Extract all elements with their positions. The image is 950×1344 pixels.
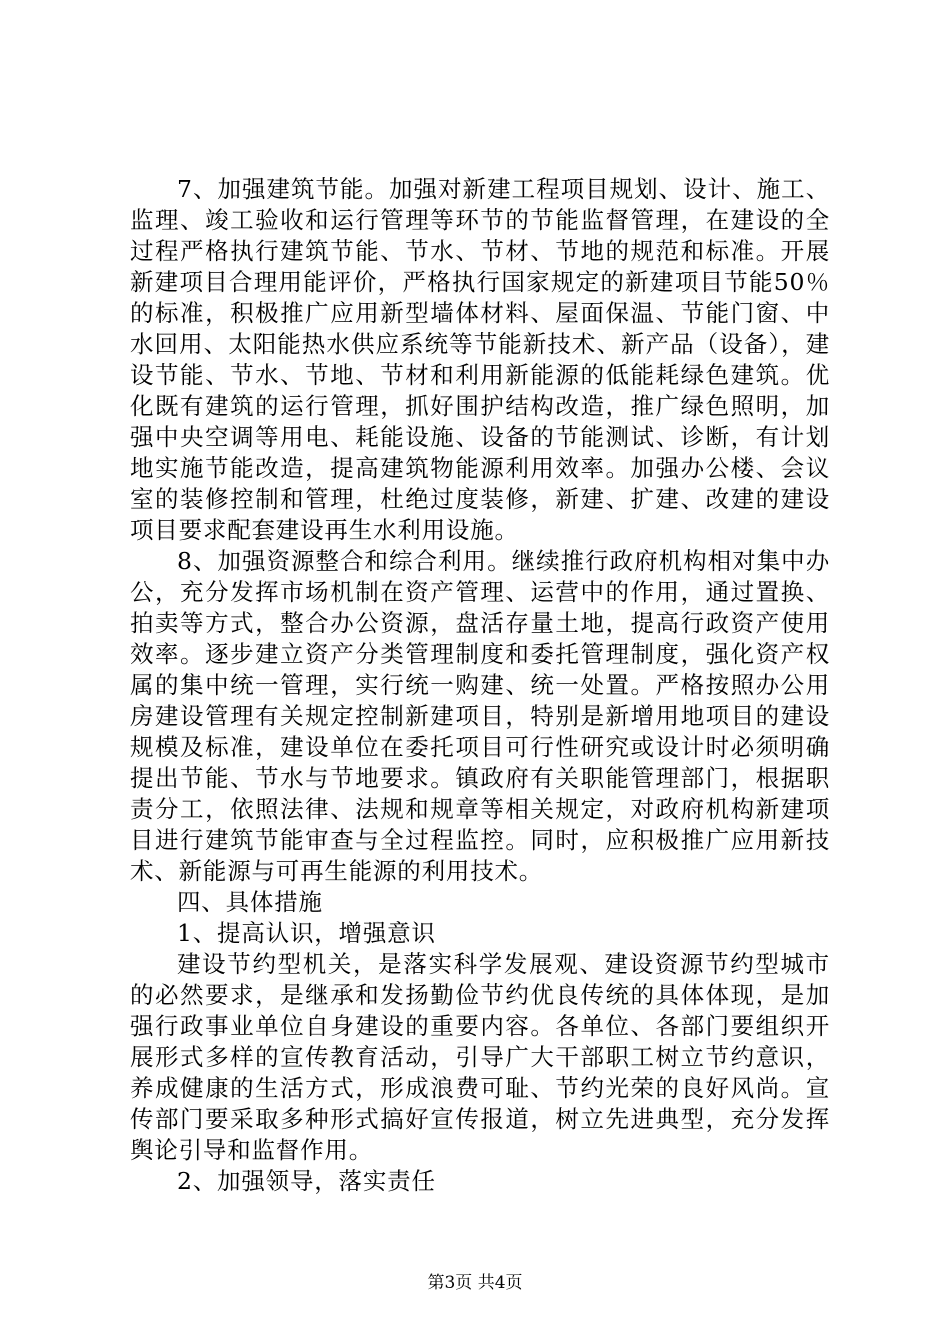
section-heading-measures: 四、具体措施 [177, 888, 323, 916]
page-number-footer: 第3页 共4页 [427, 1273, 523, 1293]
subheading-1-awareness: 1、提高认识，增强意识 [177, 919, 436, 947]
paragraph-awareness-body: 建设节约型机关，是落实科学发展观、建设资源节约型城市的必然要求，是继承和发扬勤俭节约优良传统的具体体现，是加强行政事业单位自身建设的重要内容。各单位、各部门要组织开展形式多样的宣传教育活动，引导广大干部职工树立节约意识，养成健康的生活方式，形成浪费可耻、节约光荣的良好风尚。宣传部门要采取多种形式搞好宣传报道，树立先进典型，充分发挥舆论引导和监督作用。 [130, 950, 830, 1164]
document-body [130, 174, 830, 1197]
paragraph-7-building-energy: 7、加强建筑节能。加强对新建工程项目规划、设计、施工、监理、竣工验收和运行管理等环节的节能监督管理，在建设的全过程严格执行建筑节能、节水、节材、节地的规范和标准。开展新建项目合理用能评价，严格执行国家规定的新建项目节能50％的标准，积极推广应用新型墙体材料、屋面保温、节能门窗、中水回用、太阳能热水供应系统等节能新技术、新产品（设备），建设节能、节水、节地、节材和利用新能源的低能耗绿色建筑。优化既有建筑的运行管理，抓好围护结构改造，推广绿色照明，加强中央空调等用电、耗能设施、设备的节能测试、诊断，有计划地实施节能改造，提高建筑物能源利用效率。加强办公楼、会议室的装修控制和管理，杜绝过度装修，新建、扩建、改建的建设项目要求配套建设再生水利用设施。 [130, 175, 830, 544]
subheading-2-leadership: 2、加强领导，落实责任 [177, 1167, 436, 1195]
paragraph-8-resource-integration: 8、加强资源整合和综合利用。继续推行政府机构相对集中办公，充分发挥市场机制在资产管理、运营中的作用，通过置换、拍卖等方式，整合办公资源，盘活存量土地，提高行政资产使用效率。逐步建立资产分类管理制度和委托管理制度，强化资产权属的集中统一管理，实行统一购建、统一处置。严格按照办公用房建设管理有关规定控制新建项目，特别是新增用地项目的建设规模及标准，建设单位在委托项目可行性研究或设计时必须明确提出节能、节水与节地要求。镇政府有关职能管理部门，根据职责分工，依照法律、法规和规章等相关规定，对政府机构新建项目进行建筑节能审查与全过程监控。同时，应积极推广应用新技术、新能源与可再生能源的利用技术。 [130, 547, 830, 885]
